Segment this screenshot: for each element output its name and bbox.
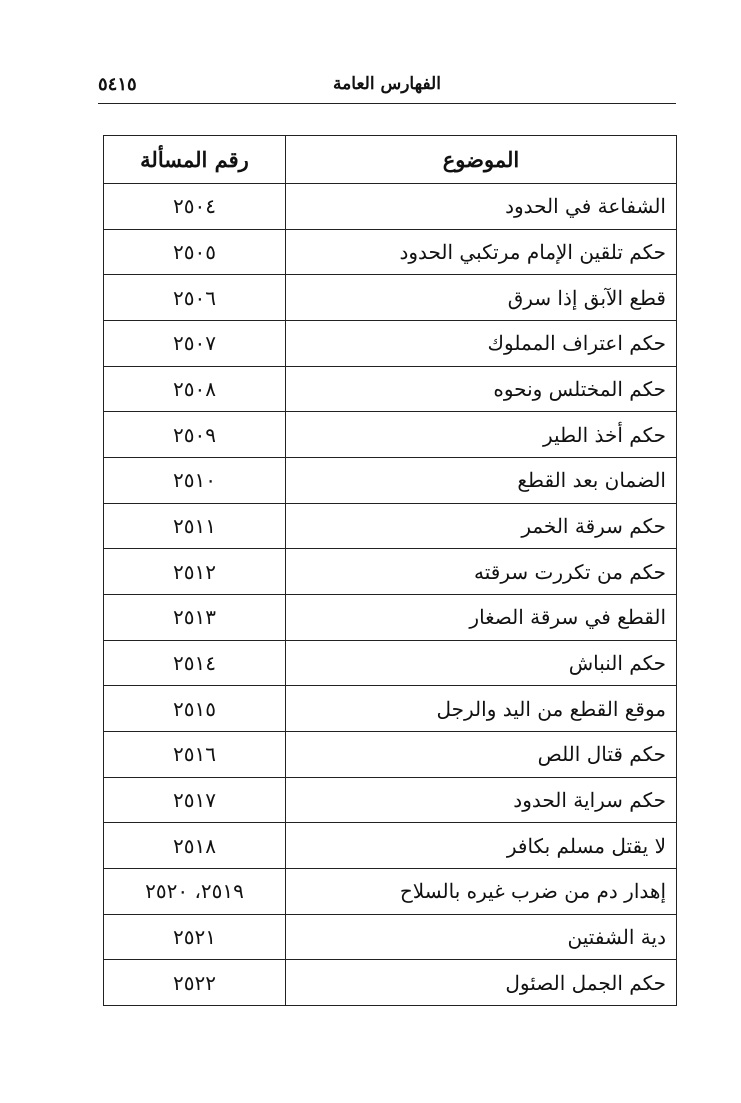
topic-cell: إهدار دم من ضرب غيره بالسلاح: [286, 868, 677, 914]
table-row: [104, 777, 677, 823]
issue-number-cell: ٢٥١٦: [104, 731, 286, 777]
table-row: [104, 503, 677, 549]
topic-cell: الشفاعة في الحدود: [286, 184, 677, 230]
issue-number-cell: ٢٥١٢: [104, 549, 286, 595]
issue-number-cell: ٢٥٠٦: [104, 275, 286, 321]
table-row: [104, 320, 677, 366]
topic-cell: قطع الآبق إذا سرق: [286, 275, 677, 321]
table-row: [104, 275, 677, 321]
table-row: [104, 366, 677, 412]
table-row: [104, 229, 677, 275]
table-row: [104, 686, 677, 732]
issue-number-cell: ٢٥٢٢: [104, 960, 286, 1006]
column-header-issue-number: رقم المسألة: [104, 136, 286, 184]
issue-number-cell: ٢٥١٤: [104, 640, 286, 686]
issue-number-cell: ٢٥٠٤: [104, 184, 286, 230]
issue-number-cell: ٢٥٢١: [104, 914, 286, 960]
table-row: [104, 960, 677, 1006]
topic-cell: حكم أخذ الطير: [286, 412, 677, 458]
table-header-row: [104, 136, 677, 184]
issue-number-cell: ٢٥١٥: [104, 686, 286, 732]
table-row: [104, 914, 677, 960]
topic-cell: حكم النباش: [286, 640, 677, 686]
topic-cell: الضمان بعد القطع: [286, 457, 677, 503]
table-row: [104, 457, 677, 503]
topic-cell: حكم اعتراف المملوك: [286, 320, 677, 366]
page-header: [98, 72, 676, 102]
topic-cell: موقع القطع من اليد والرجل: [286, 686, 677, 732]
issue-number-cell: ٢٥٠٨: [104, 366, 286, 412]
topic-cell: حكم تلقين الإمام مرتكبي الحدود: [286, 229, 677, 275]
topic-cell: لا يقتل مسلم بكافر: [286, 823, 677, 869]
issue-number-cell: ٢٥٠٩: [104, 412, 286, 458]
page-number: ٥٤١٥: [98, 74, 137, 95]
table-body: [104, 184, 677, 1006]
issue-number-cell: ٢٥١٨: [104, 823, 286, 869]
table-row: [104, 640, 677, 686]
column-header-topic: الموضوع: [286, 136, 677, 184]
issue-number-cell: ٢٥١٩، ٢٥٢٠: [104, 868, 286, 914]
issue-number-cell: ٢٥١٣: [104, 594, 286, 640]
topic-cell: حكم من تكررت سرقته: [286, 549, 677, 595]
topic-cell: القطع في سرقة الصغار: [286, 594, 677, 640]
table-row: [104, 731, 677, 777]
issue-number-cell: ٢٥١٠: [104, 457, 286, 503]
table-row: [104, 868, 677, 914]
index-table: [103, 135, 677, 1006]
header-divider: [98, 103, 676, 104]
issue-number-cell: ٢٥٠٧: [104, 320, 286, 366]
topic-cell: دية الشفتين: [286, 914, 677, 960]
topic-cell: حكم سراية الحدود: [286, 777, 677, 823]
table-row: [104, 823, 677, 869]
table-row: [104, 412, 677, 458]
page-title: الفهارس العامة: [333, 74, 441, 94]
topic-cell: حكم الجمل الصئول: [286, 960, 677, 1006]
topic-cell: حكم قتال اللص: [286, 731, 677, 777]
topic-cell: حكم سرقة الخمر: [286, 503, 677, 549]
table-row: [104, 549, 677, 595]
issue-number-cell: ٢٥١٧: [104, 777, 286, 823]
table-row: [104, 184, 677, 230]
issue-number-cell: ٢٥١١: [104, 503, 286, 549]
issue-number-cell: ٢٥٠٥: [104, 229, 286, 275]
table-row: [104, 594, 677, 640]
topic-cell: حكم المختلس ونحوه: [286, 366, 677, 412]
